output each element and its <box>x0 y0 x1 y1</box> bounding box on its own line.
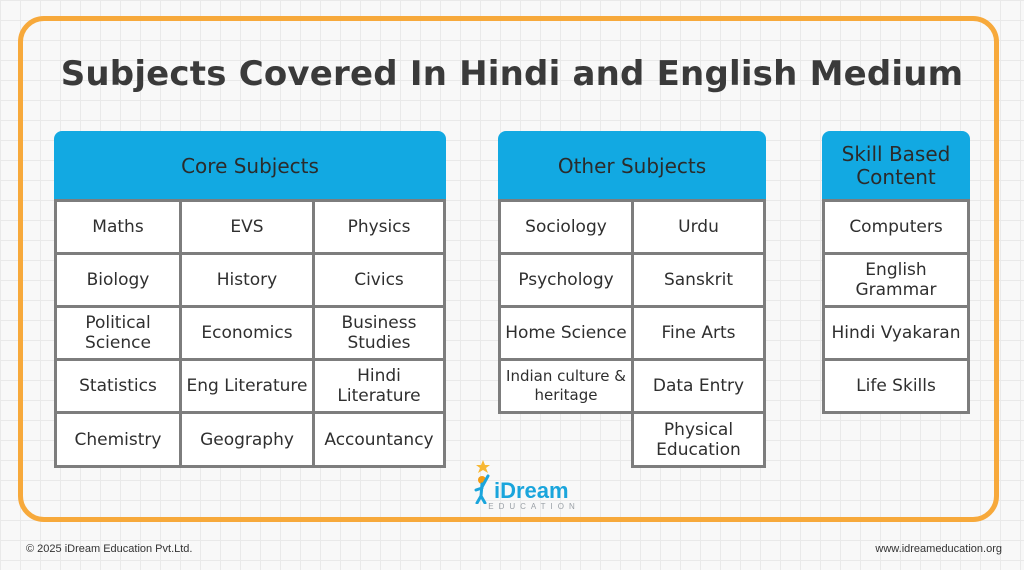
copyright-text: © 2025 iDream Education Pvt.Ltd. <box>26 543 193 555</box>
core-subjects-table <box>54 131 446 468</box>
other-cell-urdu: Urdu <box>631 199 766 255</box>
core-cell-hindi-literature: Hindi Literature <box>312 358 446 414</box>
skill-content-header: Skill Based Content <box>822 131 970 201</box>
idream-logo <box>468 458 594 514</box>
other-cell-fine-arts: Fine Arts <box>631 305 766 361</box>
core-cell-evs: EVS <box>179 199 315 255</box>
other-cell-data-entry: Data Entry <box>631 358 766 414</box>
website-link[interactable]: www.idreameducation.org <box>875 543 1002 555</box>
skill-cell-life-skills: Life Skills <box>822 358 970 414</box>
skill-cell-computers: Computers <box>822 199 970 255</box>
other-cell-sociology: Sociology <box>498 199 634 255</box>
core-cell-history: History <box>179 252 315 308</box>
core-cell-physics: Physics <box>312 199 446 255</box>
other-cell-indian-culture: Indian culture & heritage <box>498 358 634 414</box>
core-cell-economics: Economics <box>179 305 315 361</box>
skill-cell-english-grammar: English Grammar <box>822 252 970 308</box>
other-cell-home-science: Home Science <box>498 305 634 361</box>
core-cell-accountancy: Accountancy <box>312 411 446 468</box>
logo-subtitle: EDUCATION <box>488 502 580 511</box>
core-cell-civics: Civics <box>312 252 446 308</box>
other-subjects-table <box>498 131 766 468</box>
core-cell-political-science: Political Science <box>54 305 182 361</box>
core-cell-maths: Maths <box>54 199 182 255</box>
core-cell-eng-literature: Eng Literature <box>179 358 315 414</box>
other-cell-psychology: Psychology <box>498 252 634 308</box>
other-subjects-header: Other Subjects <box>498 131 766 201</box>
logo-wordmark: iDream <box>494 478 569 503</box>
core-cell-biology: Biology <box>54 252 182 308</box>
core-cell-geography: Geography <box>179 411 315 468</box>
skill-content-table <box>822 131 970 415</box>
other-cell-physical-education: Physical Education <box>631 411 766 468</box>
page-title: Subjects Covered In Hindi and English Medium <box>60 54 964 94</box>
core-cell-business-studies: Business Studies <box>312 305 446 361</box>
core-subjects-header: Core Subjects <box>54 131 446 201</box>
skill-cell-hindi-vyakaran: Hindi Vyakaran <box>822 305 970 361</box>
core-cell-statistics: Statistics <box>54 358 182 414</box>
other-cell-sanskrit: Sanskrit <box>631 252 766 308</box>
core-cell-chemistry: Chemistry <box>54 411 182 468</box>
